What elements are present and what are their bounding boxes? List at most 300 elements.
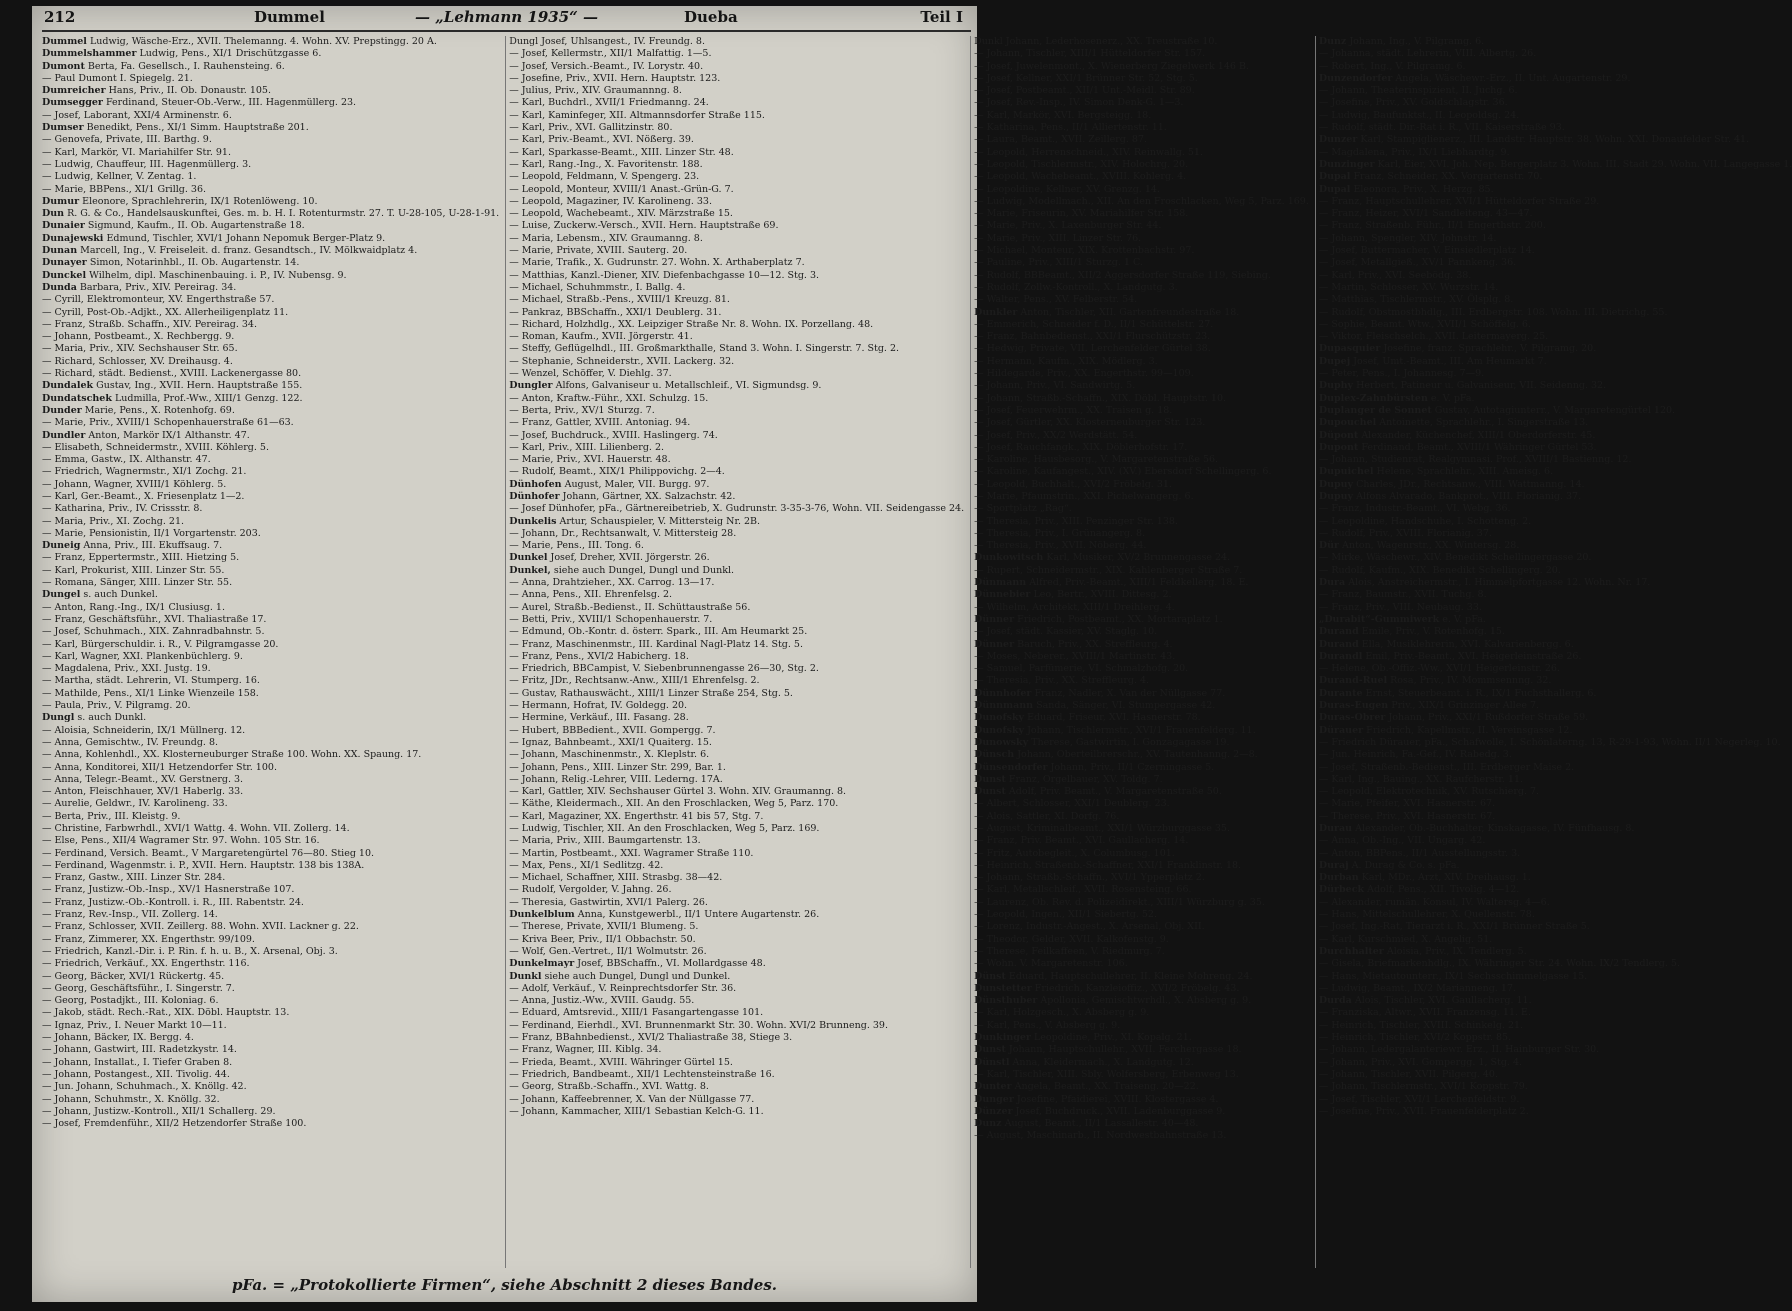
- directory-entry: [974, 220, 1309, 232]
- entry-text: Alexander, Küchenchef, XIII/1 Oberdorferstr. 45.: [1361, 429, 1596, 441]
- directory-entry: [509, 307, 964, 319]
- entry-surname: Dunstetter: [974, 982, 1032, 994]
- directory-entry: [1319, 294, 1792, 306]
- directory-entry: [1319, 454, 1792, 466]
- entry-text: — Hubert, BBBedient., XVII. Gompergg. 7.: [509, 724, 716, 736]
- entry-text: — Jakob, städt. Rech.-Rat., XIX. Döbl. Hauptstr. 13.: [42, 1007, 290, 1019]
- entry-text: — Samuel, Parfümerie, VI. Schmalzhofg. 20.: [974, 663, 1189, 675]
- directory-entry: [42, 651, 499, 663]
- entry-text: — Johann, Postbeamt., X. Rechbergg. 9.: [42, 331, 235, 343]
- entry-text: Anton, Wagenrstr., XX. Wintersg. 28.: [1342, 540, 1520, 552]
- entry-surname: Dura: [1318, 577, 1346, 589]
- directory-entry: [974, 1069, 1309, 1081]
- entry-text: — Karoline, Hausbesorg., V. Margaretenstraße 56.: [974, 454, 1219, 466]
- entry-text: — Rupert, Schneidermstr., XIX. Kahlenberger Straße 7.: [974, 564, 1243, 576]
- directory-entry: [42, 430, 499, 442]
- entry-text: Emile, Priv., V. Rotenhofg. 15.: [1361, 626, 1505, 638]
- directory-entry: [1319, 1020, 1792, 1032]
- directory-entry: [509, 97, 964, 109]
- directory-entry: [1319, 983, 1792, 995]
- directory-entry: [974, 602, 1309, 614]
- directory-entry: [974, 651, 1309, 663]
- entry-text: — Richard, Schlosser, XV. Dreihausg. 4.: [42, 355, 233, 367]
- entry-surname: Dür: [1318, 540, 1340, 552]
- directory-entry: [974, 725, 1309, 737]
- directory-entry: [1319, 466, 1792, 478]
- entry-text: Alfons, Galvaniseur u. Metallschleif., VI. Sigmundsg. 9.: [555, 380, 822, 392]
- directory-entry: [509, 971, 964, 983]
- header-left-catchword: Dummel: [254, 8, 325, 26]
- directory-entry: [42, 442, 499, 454]
- entry-text: — Viktor, Fleischselch., XVII. Leitermayerg. 25.: [1318, 331, 1549, 343]
- entry-text: — Eduard, Amtsrevid., XIII/1 Fasangartengasse 101.: [509, 1007, 764, 1019]
- entry-surname: Dunan: [42, 245, 78, 257]
- entry-text: August, Maler, VII. Burgg. 97.: [564, 478, 710, 490]
- entry-text: — Karl, Ger.-Beamt., X. Friesenplatz 1—2.: [42, 490, 245, 502]
- directory-entry: [509, 479, 964, 491]
- directory-entry: [974, 307, 1309, 319]
- entry-surname: Dupuichel: [1318, 466, 1374, 478]
- entry-text: — Marie, Priv., XVIII/1 Schopenhauerstraße 61—63.: [42, 417, 294, 429]
- entry-surname: Dünner: [974, 638, 1015, 650]
- directory-entry: [1319, 220, 1792, 232]
- directory-entry: [974, 884, 1309, 896]
- entry-text: — Johann, Straßb.-Schaffn., XIX. Döbl. Hauptstr. 10.: [974, 392, 1227, 404]
- directory-entry: [974, 700, 1309, 712]
- directory-entry: [974, 995, 1309, 1007]
- entry-text: — Michael, Monteur, XIX. Krottenbachstr. 97.: [974, 245, 1195, 257]
- directory-entry: [509, 995, 964, 1007]
- directory-entry: [974, 835, 1309, 847]
- entry-text: — Friedrich Dürauer, pFa., Schafwolle, I. Schönlaterng. 13, R-29-1-93, Wohn. II/1 Negerleg. 10.: [1318, 736, 1781, 748]
- entry-surname: Dunda: [42, 281, 77, 293]
- entry-surname: Durban: [1318, 872, 1359, 884]
- directory-entry: [1319, 208, 1792, 220]
- entry-text: — Maria, Priv., XIV. Sechshauser Str. 65.: [42, 343, 238, 355]
- directory-entry: [42, 491, 499, 503]
- directory-entry: [509, 184, 964, 196]
- entry-text: Ferdinand, Steuer-Ob.-Verw., III. Hagenmüllerg. 23.: [105, 97, 357, 109]
- directory-entry: [42, 85, 499, 97]
- entry-text: — Aurelie, Geldwr., IV. Karolineng. 33.: [42, 798, 228, 810]
- header-title: — „Lehmann 1935“ —: [414, 8, 599, 26]
- directory-entry: [974, 1081, 1309, 1093]
- entry-text: — Franz, Straßenb. Führ., II/1 Engerthstr. 200.: [1318, 220, 1546, 232]
- directory-entry: [1319, 516, 1792, 528]
- entry-text: — Johann, Spengler, XIV. Johnstr. 14.: [1318, 232, 1497, 244]
- directory-entry: [974, 798, 1309, 810]
- entry-surname: Dupont: [1318, 441, 1359, 453]
- directory-entry: [974, 1007, 1309, 1019]
- entry-text: — Robert, Ing., V. Pilgramg. 6.: [1318, 60, 1466, 72]
- entry-text: Gustav, Autotagiunterr., V. Margaretengürtel 120.: [1434, 404, 1676, 416]
- entry-text: — Karl, Ing., Bauing., XX. Raufcherstr. 11.: [1318, 773, 1524, 785]
- entry-surname: Duphy: [1318, 380, 1354, 392]
- entry-text: — Josef, Versich.-Beamt., IV. Lorystr. 40.: [509, 60, 704, 72]
- entry-text: — Moses, Neberer., XVIII/1 Martinstr. 43.: [974, 650, 1176, 662]
- entry-surname: Dunkel: [509, 552, 548, 564]
- directory-entry: [974, 233, 1309, 245]
- column-4: [1315, 36, 1792, 1268]
- directory-entry: [509, 688, 964, 700]
- directory-entry: [1319, 1032, 1792, 1044]
- directory-entry: [42, 675, 499, 687]
- entry-text: Josef, Buchdruck., XVII. Ladenburggasse 9.: [1015, 1105, 1226, 1117]
- entry-text: — Matthias, Kanzl.-Diener, XIV. Diefenbachgasse 10—12. Stg. 3.: [509, 269, 820, 281]
- directory-entry: [509, 454, 964, 466]
- entry-text: Ludwig, Wäsche-Erz., XVII. Thelemanng. 4. Wohn. XV. Prepstingg. 20 A.: [89, 36, 437, 47]
- entry-text: — Leopoldine, Kellner, XV. Grenzg. 14.: [974, 183, 1160, 195]
- entry-text: Karl, MDr., Arzt, XIV. Dreihausg. 1.: [1361, 872, 1531, 884]
- directory-entry: [42, 971, 499, 983]
- entry-text: Therese, Gastwirtin, I. Gonzagagasse 19.: [1031, 736, 1230, 748]
- entry-text: — Josef, Kellner, XXI/1 Brünner Str. 52, Stg. 5.: [974, 72, 1198, 84]
- entry-text: Emil, Priv.-Beamt., XVI. Heigerleinstraße 26.: [1365, 650, 1582, 662]
- entry-text: Karl, Eier, XVI. Joh. Nep. Bergerplatz 3. Wohn. III. Stadt 29. Wohn. VII. Langegasse 1.: [1377, 158, 1792, 170]
- entry-text: — Leopold, Herrenschneid., XIV. Reinwallg. 51.: [974, 146, 1203, 158]
- directory-entry: [1319, 614, 1792, 626]
- entry-text: Apollonia, Gemischtwrhdl., X. Absberg g. 9.: [1040, 995, 1252, 1007]
- entry-surname: Dungl: [42, 712, 75, 724]
- entry-text: Anna, Kunstgewerbl., II/1 Untere Augartenstr. 26.: [577, 909, 820, 921]
- entry-text: — Marie, Priv., XVI. Hauerstr. 48.: [509, 454, 671, 466]
- entry-text: Leopoldine, Priv., XI. Kopalg. 21.: [1033, 1032, 1192, 1044]
- entry-text: — Theresia, Priv., I. Grünangerg. 8.: [974, 527, 1146, 539]
- directory-entry: [1319, 860, 1792, 872]
- entry-surname: Dunckel: [42, 269, 87, 281]
- directory-entry: [974, 909, 1309, 921]
- entry-text: Anton, Markör IX/1 Althanstr. 47.: [88, 429, 250, 441]
- directory-entry: [1319, 626, 1792, 638]
- directory-entry: [509, 147, 964, 159]
- directory-entry: [509, 466, 964, 478]
- directory-entry: [1319, 48, 1792, 60]
- entry-surname: Düpont: [1318, 429, 1359, 441]
- entry-surname: Dunajewski: [42, 232, 104, 244]
- entry-text: — Aurel, Straßb.-Bedienst., II. Schüttaustraße 56.: [509, 601, 751, 613]
- directory-entry: [1319, 884, 1792, 896]
- entry-text: Ludwig, Pens., XI/1 Drischützgasse 6.: [139, 48, 322, 60]
- entry-text: — Karl, Holzgesch., X. Absberg g. 9.: [974, 1007, 1150, 1019]
- directory-entry: [42, 528, 499, 540]
- directory-entry: [509, 417, 964, 429]
- directory-entry: [509, 1007, 964, 1019]
- directory-entry: [509, 380, 964, 392]
- entry-text: — Marie, Private, XVIII. Sauterg. 20.: [509, 245, 688, 257]
- directory-entry: [42, 61, 499, 73]
- entry-text: — Ferdinand, Eierhdl., XVI. Brunnenmarkt Str. 30. Wohn. XVI/2 Brunneng. 39.: [509, 1019, 888, 1031]
- directory-entry: [42, 380, 499, 392]
- directory-entry: [974, 577, 1309, 589]
- entry-text: — Anna, Kohlenhdl., XX. Klosterneuburger Straße 100. Wohn. XX. Spaung. 17.: [42, 749, 422, 761]
- entry-text: — Johann, Postangest., XII. Tivolig. 44.: [42, 1068, 230, 1080]
- entry-text: — Martin, Postbeamt., XXI. Wagramer Straße 110.: [509, 847, 754, 859]
- entry-surname: Dunofsky: [974, 712, 1025, 724]
- directory-entry: [42, 454, 499, 466]
- directory-entry: [974, 405, 1309, 417]
- directory-entry: [509, 233, 964, 245]
- directory-entry: [974, 614, 1309, 626]
- entry-text: — Aloisia, Schneiderin, IX/1 Müllnerg. 12.: [42, 724, 246, 736]
- entry-text: Eleonora, Priv., X. Herzg. 85.: [1353, 183, 1494, 195]
- directory-entry: [509, 921, 964, 933]
- entry-surname: Dummel: [42, 36, 87, 47]
- entry-text: — Johann, Ledergalanteriewr. Erz., II. Hainburger Str. 30.: [1318, 1044, 1600, 1056]
- directory-entry: [509, 823, 964, 835]
- entry-text: — Therese, Priv., XVI. Hasnerstr. 67.: [1318, 810, 1496, 822]
- directory-entry: [974, 897, 1309, 909]
- entry-text: siehe auch Dungel, Dungl und Dunkl.: [553, 564, 735, 576]
- entry-text: — Josef, Ing.-Rat, Tierarzt i. R., XXI/1 Brünner Straße 5.: [1318, 921, 1590, 933]
- directory-entry: [509, 270, 964, 282]
- entry-text: — Ludwig, Modellmach., XII. An den Froschlacken, Weg 5, Parz. 169.: [974, 195, 1309, 207]
- entry-text: — Josefine, Priv., XV. Goldschlagstr. 36.: [1318, 97, 1508, 109]
- entry-text: s. auch Dunkel.: [83, 589, 158, 601]
- directory-entry: [1319, 749, 1792, 761]
- directory-entry: [1319, 589, 1792, 601]
- entry-text: Josef, BBSchaffn., VI. Mollardgasse 48.: [577, 958, 766, 970]
- entry-surname: Dumser: [42, 122, 84, 134]
- entry-text: — Friedrich, Bandbeamt., XII/1 Lechtensteinstraße 16.: [509, 1068, 775, 1080]
- entry-text: — Karl, Markör, XVI. Bergsteigg. 18.: [974, 109, 1152, 121]
- directory-entry: [974, 208, 1309, 220]
- directory-entry: [974, 479, 1309, 491]
- directory-entry: [42, 233, 499, 245]
- entry-text: — Georg, Geschäftsführ., I. Singerstr. 7.: [42, 982, 235, 994]
- directory-entry: [974, 1044, 1309, 1056]
- column-1: [42, 36, 499, 1268]
- directory-entry: [1319, 798, 1792, 810]
- entry-text: — Johann, Wagner, XVIII/1 Köhlerg. 5.: [42, 478, 227, 490]
- directory-entry: [974, 823, 1309, 835]
- entry-text: — Michael, Schaffner, XIII. Strasbg. 38—42.: [509, 872, 723, 884]
- directory-entry: [1319, 774, 1792, 786]
- entry-surname: Duras-Obrer: [1318, 712, 1386, 724]
- entry-surname: Dunkler: [974, 306, 1018, 318]
- directory-entry: [1319, 737, 1792, 749]
- entry-text: — Rudolf, Priv., XVIII. Florianig. 37.: [1318, 527, 1492, 539]
- entry-text: — Sportplatz „Rag“.: [974, 503, 1072, 515]
- directory-entry: [509, 1081, 964, 1093]
- directory-entry: [974, 442, 1309, 454]
- entry-surname: Dünzer: [974, 1105, 1013, 1117]
- directory-entry: [974, 749, 1309, 761]
- directory-entry: [1319, 651, 1792, 663]
- entry-text: — Steffy, Geflügelhdl., III. Großmarkthalle, Stand 3. Wohn. I. Singerstr. 7. Stg. 2.: [509, 343, 900, 355]
- directory-entry: [974, 196, 1309, 208]
- entry-text: — Josef, Rev.-Insp., IV. Simon Denk-G. 1—3.: [974, 97, 1184, 109]
- directory-entry: [509, 528, 964, 540]
- directory-entry: [42, 110, 499, 122]
- entry-surname: Dunkowitsch: [974, 552, 1044, 564]
- entry-text: — Ferdinand, Wagenmstr. i. P., XVII. Hern. Hauptstr. 138 bis 138A.: [42, 859, 365, 871]
- directory-entry: [42, 934, 499, 946]
- entry-text: — Josef, Postbeamt., XII/1 Unt.-Meidl. Str. 89.: [974, 85, 1195, 97]
- entry-text: — Ferdinand, Versich. Beamt., V Margaretengürtel 76—80. Stieg 10.: [42, 847, 375, 859]
- entry-text: — Heinrich, Tischler, XVIII. Schinkelg. 21.: [1318, 1019, 1524, 1031]
- entry-text: — Sophie, Beamt. Wtw., XVII/1 Schöffelg. 6.: [1318, 318, 1531, 330]
- entry-text: — Leopold, Wachebeamt., XVIII. Kohlerg. 4.: [974, 171, 1187, 183]
- entry-text: — Johann, Bäcker, IX. Bergg. 4.: [42, 1032, 194, 1044]
- directory-entry: [974, 245, 1309, 257]
- entry-text: — Johann, Theaterinspizient, II. Juchg. 6.: [1318, 85, 1518, 97]
- directory-entry: [509, 565, 964, 577]
- entry-text: — Franz, Maschinenmstr., III. Kardinal Nagl-Platz 14. Stg. 5.: [509, 638, 803, 650]
- entry-text: Herbert, Patineur u. Galvaniseur, VII. Seidenng. 32.: [1356, 380, 1607, 392]
- directory-entry: [1319, 552, 1792, 564]
- entry-text: — Friedrich, Kanzl.-Dir. i. P. Rin. f. h. u. B., X. Arsenal, Obj. 3.: [42, 945, 338, 957]
- entry-surname: Dunofsky: [974, 724, 1025, 736]
- entry-surname: Dupal: [1318, 183, 1351, 195]
- directory-entry: [509, 872, 964, 884]
- entry-text: — Walter, Pens., XV. Felberstr. 54.: [974, 294, 1138, 306]
- entry-text: Marcell, Ing., V. Freiseleit. d. franz. Gesandtsch., IV. Mölkwaidplatz 4.: [80, 245, 418, 257]
- directory-entry: [974, 356, 1309, 368]
- entry-text: — Katharina, Priv., IV. Crissstr. 8.: [42, 503, 203, 515]
- entry-text: — Michael, Schuhmmstr., I. Ballg. 4.: [509, 281, 686, 293]
- entry-text: — Franz, Priv. Beamt., XVI. Gaullacherg. 14.: [974, 835, 1189, 847]
- directory-entry: [42, 393, 499, 405]
- entry-surname: Dunowsky: [974, 736, 1029, 748]
- entry-text: — Anna, Drahtzieher., XX. Carrog. 13—17.: [509, 577, 715, 589]
- directory-entry: [1319, 134, 1792, 146]
- directory-entry: [42, 909, 499, 921]
- directory-entry: [42, 688, 499, 700]
- entry-text: — Marie, Friseurin, XV. Mariahilfer Str. 158.: [974, 208, 1189, 220]
- directory-entry: [974, 528, 1309, 540]
- entry-text: Anna, Kleidermach., X. Landgutg. 12.: [1012, 1056, 1194, 1068]
- entry-text: — Laurenz, Ob. Rev. d. Polizeidirekt., XIII/1 Würzburg g. 35.: [974, 896, 1265, 908]
- directory-entry: [1319, 1044, 1792, 1056]
- directory-entry: [1319, 122, 1792, 134]
- entry-surname: Dungler: [509, 380, 553, 392]
- entry-text: — Johann, Pens., XIII. Linzer Str. 299, Bar. 1.: [509, 761, 726, 773]
- entry-text: — Maria, Priv., XIII. Baumgartenstr. 13.: [509, 835, 701, 847]
- entry-surname: Dunkelblum: [509, 909, 575, 921]
- directory-entry: [1319, 1057, 1792, 1069]
- entry-surname: Duras-Eugen: [1318, 700, 1389, 712]
- entry-text: Franz, Schneider, XX. Vorgartenstr. 70.: [1353, 171, 1543, 183]
- entry-surname: Dunkelmayr: [509, 958, 575, 970]
- entry-surname: Dunkelis: [509, 515, 557, 527]
- directory-entry: [509, 749, 964, 761]
- directory-entry: [42, 220, 499, 232]
- entry-text: — Ludwig, Tischler, XII. An den Froschlacken, Weg 5, Parz. 169.: [509, 823, 820, 834]
- directory-entry: [42, 848, 499, 860]
- entry-surname: Dumont: [42, 60, 85, 72]
- directory-entry: [509, 368, 964, 380]
- header-rule: [42, 30, 971, 32]
- entry-surname: Duplex-Zahnbürsten: [1318, 392, 1428, 404]
- directory-entry: [1319, 343, 1792, 355]
- entry-text: Marie, Pens., X. Rotenhofg. 69.: [84, 404, 235, 416]
- directory-entry: [1319, 786, 1792, 798]
- entry-text: — Jun. Johann, Schuhmach., X. Knöllg. 42.: [42, 1081, 247, 1093]
- entry-text: — Hans, Mietautounterr., IX/1 Sechsschimmelgasse 15.: [1318, 970, 1588, 982]
- directory-entry: [509, 712, 964, 724]
- directory-entry: [1319, 1081, 1792, 1093]
- directory-entry: [974, 184, 1309, 196]
- entry-text: — Pankraz, BBSchaffn., XXI/1 Deublerg. 31.: [509, 306, 722, 318]
- directory-entry: [509, 442, 964, 454]
- directory-entry: [1319, 909, 1792, 921]
- directory-entry: [1319, 61, 1792, 73]
- directory-entry: [509, 1057, 964, 1069]
- directory-entry: [42, 823, 499, 835]
- entry-text: — Franz, Baumstr., XVII. Tuchg. 8.: [1318, 589, 1487, 601]
- directory-entry: [974, 762, 1309, 774]
- entry-surname: Dumur: [42, 195, 80, 207]
- directory-entry: [42, 565, 499, 577]
- directory-entry: [42, 663, 499, 675]
- entry-text: Ferdinand, Beamt., XVIII/1 Währinger Gürtel 53.: [1361, 441, 1597, 453]
- entry-text: — Cyrill, Post-Ob.-Adjkt., XX. Allerheiligenplatz 11.: [42, 306, 289, 318]
- entry-surname: „Durabit“-Gummiwerk: [1318, 613, 1440, 625]
- directory-entry: [509, 430, 964, 442]
- directory-entry: [509, 1106, 964, 1118]
- directory-entry: [509, 245, 964, 257]
- directory-entry: [1319, 36, 1792, 48]
- directory-entry: [42, 577, 499, 589]
- entry-surname: Dunst: [974, 773, 1006, 785]
- entry-text: — Leopold, Feldmann, V. Spengerg. 23.: [509, 171, 700, 183]
- directory-entry: [1319, 282, 1792, 294]
- entry-text: — Theresia, Priv., XVII. Nöberg. 44.: [974, 540, 1147, 552]
- entry-text: — Karl, Buchdrl., XVII/1 Friedmanng. 24.: [509, 97, 709, 109]
- directory-entry: [42, 466, 499, 478]
- entry-surname: Dundler: [42, 429, 86, 441]
- directory-entry: [1319, 663, 1792, 675]
- directory-entry: [1319, 811, 1792, 823]
- entry-surname: Dun: [42, 208, 65, 220]
- directory-entry: [42, 639, 499, 651]
- entry-surname: Dunzendorfer: [1318, 72, 1393, 84]
- directory-entry: [974, 294, 1309, 306]
- entry-text: Franz, Nadler, X. Van der Nüllgasse 77.: [1034, 687, 1226, 699]
- entry-text: — Theresia, Priv., XIII. Penzinger Str. 138.: [974, 515, 1178, 527]
- entry-text: — Anton, Rang.-Ing., IX/1 Clusiusg. 1.: [42, 601, 225, 613]
- entry-surname: Dunkl: [509, 970, 542, 982]
- entry-text: — Anton, Kraftw.-Führ., XXI. Schulzg. 15.: [509, 392, 709, 404]
- entry-text: — Hildegarde, Priv., XX. Engerthstr. 99—109.: [974, 368, 1194, 380]
- directory-entry: [1319, 897, 1792, 909]
- entry-text: Hans, Priv., II. Ob. Donaustr. 105.: [108, 85, 271, 97]
- directory-entry: [1319, 147, 1792, 159]
- entry-text: — Marie, Pensionistin, II/1 Vorgartenstr. 203.: [42, 527, 261, 539]
- entry-surname: Dupal: [1318, 171, 1351, 183]
- entry-text: — Josef, städt. Kassier, XV. Staglg. 10.: [974, 626, 1158, 638]
- directory-entry: [1319, 393, 1792, 405]
- entry-text: — Peter, Pens., I. Johannesg. 7—9.: [1318, 368, 1485, 380]
- entry-text: — Leopold, Tischlermstr., XIV. Holochrg. 20.: [974, 158, 1189, 170]
- entry-surname: Durau: [1318, 823, 1353, 834]
- entry-surname: Dunayer: [42, 257, 87, 269]
- directory-entry: [509, 675, 964, 687]
- directory-entry: [42, 331, 499, 343]
- entry-text: — Georg, Bäcker, XVI/1 Rückertg. 45.: [42, 970, 225, 982]
- entry-text: — Franz, Justizw.-Ob.-Kontroll. i. R., III. Rabentstr. 24.: [42, 896, 304, 908]
- entry-text: — Leopold, Elektrotechnik, XV. Rutschierg. 7.: [1318, 786, 1540, 798]
- directory-entry: [42, 1057, 499, 1069]
- entry-text: — Magdalena, Priv., XXI. Justg. 19.: [42, 663, 211, 675]
- directory-entry: [509, 946, 964, 958]
- directory-entry: [509, 552, 964, 564]
- entry-text: Adolf, Priv. Beamt., V. Margaretenstraße 50.: [1008, 786, 1222, 798]
- directory-entry: [1319, 946, 1792, 958]
- directory-entry: [42, 270, 499, 282]
- entry-text: Aloisia, Priv., IX. Tendlerg. 5.: [1386, 945, 1527, 957]
- directory-entry: [974, 565, 1309, 577]
